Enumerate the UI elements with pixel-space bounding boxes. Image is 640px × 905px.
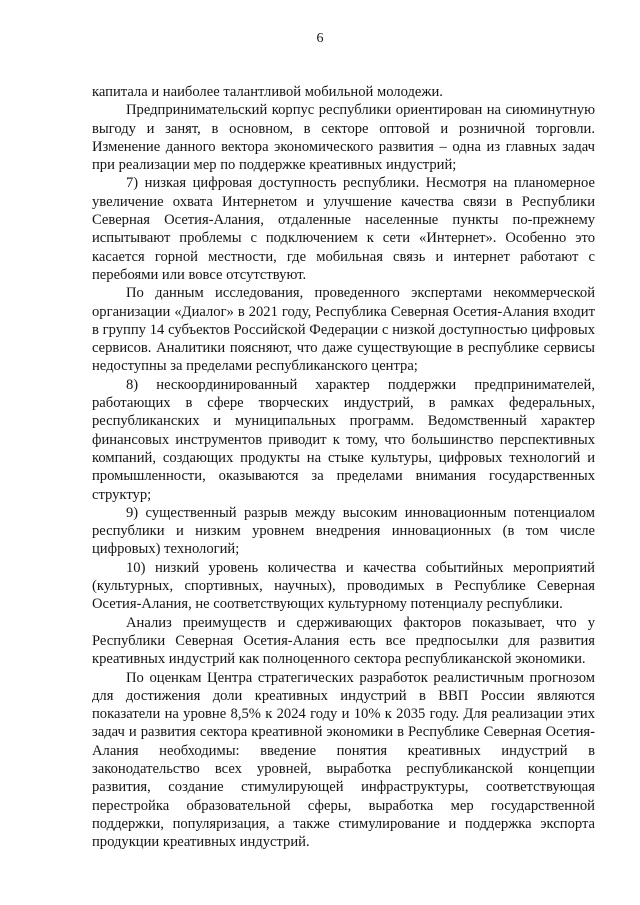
paragraph-item-7-digital-access: 7) низкая цифровая доступность республики. Несмотря на планомерное увеличение охвата Интернетом и улучшение качества связи в Республики Северная Осетия-Алания, отдаленные населенные пункты по-прежнему испытывают проблемы с подключением к сети «Интернет». Особенно это касается горной местности, где мобильная связь и интернет работают с перебоями или вовсе отсутствуют. <box>92 175 595 283</box>
document-body <box>92 83 595 851</box>
paragraph-item-10-events: 10) низкий уровень количества и качества событийных мероприятий (культурных, спортивных, научных), проводимых в Республике Северная Осетия-Алания, не соответствующих культурному потенциалу республики. <box>92 559 595 613</box>
paragraph-analysis: Анализ преимуществ и сдерживающих факторов показывает, что у Республики Северная Осетия-Алания есть все предпосылки для развития креативных индустрий как полноценного сектора республиканской экономики. <box>92 614 595 668</box>
paragraph-continuation: капитала и наиболее талантливой мобильной молодежи. <box>92 84 443 100</box>
paragraph-entrepreneurship: Предпринимательский корпус республики ориентирован на сиюминутную выгоду и занят, в основном, в секторе оптовой и розничной торговли. Изменение данного вектора экономического развития – одна из главных задач при реализации мер по поддержке креативных индустрий; <box>92 102 595 174</box>
paragraph-item-8-support: 8) нескоординированный характер поддержки предпринимателей, работающих в сфере творческих индустрий, в рамках федеральных, республиканских и муниципальных программ. Ведомственный характер финансовых инструментов приводит к тому, что большинство перспективных компаний, создающих продукты на стыке культуры, цифровых технологий и промышленности, оказываются за пределами внимания государственных структур; <box>92 376 595 503</box>
page-number: 6 <box>316 31 324 46</box>
paragraph-item-9-innovation-gap: 9) существенный разрыв между высоким инновационным потенциалом республики и низким уровнем внедрения инновационных (в том числе цифровых) технологий; <box>92 504 595 558</box>
paragraph-dialog-research: По данным исследования, проведенного экспертами некоммерческой организации «Диалог» в 2021 году, Республика Северная Осетия-Алания входит в группу 14 субъектов Российской Федерации с низкой доступностью цифровых сервисов. Аналитики поясняют, что даже существующие в республике сервисы недоступны за пределами республиканского центра; <box>92 285 595 375</box>
paragraph-forecast: По оценкам Центра стратегических разработок реалистичным прогнозом для достижения доли креативных индустрий в ВВП России являются показатели на уровне 8,5% к 2024 году и 10% к 2035 году. Для реализации этих задач и развития сектора креативной экономики в Республике Северная Осетия-Алания необходимы: введение понятия креативных индустрий в законодательство всех уровней, выработка республиканской концепции развития, создание стимулирующей инфраструктуры, соответствующая перестройка образовательной сферы, выработка мер государственной поддержки, популяризация, а также стимулирование и поддержка экспорта продукции креативных индустрий. <box>92 669 595 851</box>
